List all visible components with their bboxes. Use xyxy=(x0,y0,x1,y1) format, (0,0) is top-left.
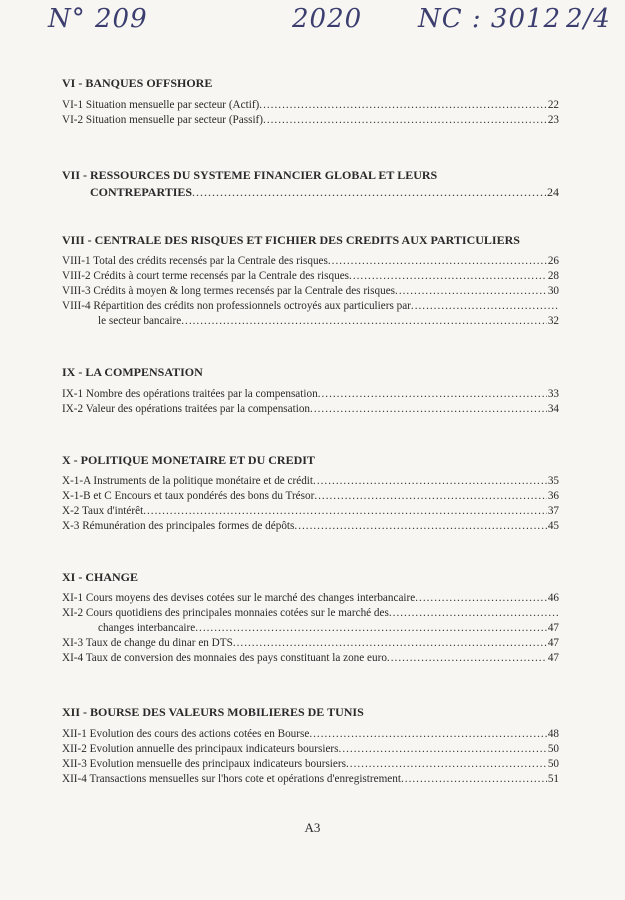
toc-entry xyxy=(62,606,559,621)
toc-entry xyxy=(62,284,559,299)
toc-entry-page: 37 xyxy=(547,505,559,517)
section-vi xyxy=(62,74,559,128)
toc-entry xyxy=(62,651,559,666)
handwritten-number: N° 209 xyxy=(48,4,148,34)
toc-entry-page: 48 xyxy=(547,728,559,740)
toc-entry xyxy=(62,727,559,742)
toc-entry-page: 36 xyxy=(547,490,559,502)
toc-entry xyxy=(62,504,559,519)
toc-entry-label: XII-4 Transactions mensuelles sur l'hors cote et opérations d'enregistrement xyxy=(62,773,401,785)
handwritten-fraction: 2/4 xyxy=(566,4,611,34)
toc-entry-label: XI-4 Taux de conversion des monnaies des pays constituant la zone euro xyxy=(62,652,387,664)
handwritten-nc: NC : 3012 xyxy=(418,4,562,34)
toc-entry xyxy=(62,591,559,606)
toc-entry-page: 46 xyxy=(547,592,559,604)
toc-entry-page: 24 xyxy=(547,185,559,199)
toc-entry-page: 47 xyxy=(547,622,559,634)
toc-entry xyxy=(62,519,559,534)
toc-entry-page: 30 xyxy=(547,285,559,297)
section-title: X - POLITIQUE MONETAIRE ET DU CREDIT xyxy=(62,453,315,467)
page-number: A3 xyxy=(304,820,321,835)
toc-entry-page: 35 xyxy=(547,475,559,487)
toc-entry xyxy=(62,742,559,757)
toc-entry xyxy=(62,113,559,128)
toc-entry-label: XI-3 Taux de change du dinar en DTS xyxy=(62,637,233,649)
handwritten-year: 2020 xyxy=(292,4,363,34)
toc-entry xyxy=(62,757,559,772)
toc-entry-page: 33 xyxy=(547,388,559,400)
toc-entry-label: XI-2 Cours quotidiens des principales monnaies cotées sur le marché des xyxy=(62,607,389,619)
toc-entry xyxy=(62,772,559,787)
toc-entry-label: XII-2 Evolution annuelle des principaux indicateurs boursiers xyxy=(62,743,339,755)
section-vii xyxy=(62,166,559,201)
section-title: XI - CHANGE xyxy=(62,570,139,584)
toc-entry xyxy=(62,254,559,269)
toc-entry-label: VIII-4 Répartition des crédits non professionnels octroyés aux particuliers par xyxy=(62,300,411,312)
toc-entry-label: IX-1 Nombre des opérations traitées par la compensation xyxy=(62,388,318,400)
section-viii xyxy=(62,231,559,329)
toc-entry-page: 51 xyxy=(547,773,559,785)
toc-entry-page: 28 xyxy=(547,270,559,282)
toc-entry-page: 50 xyxy=(547,743,559,755)
toc-entry-label: VI-1 Situation mensuelle par secteur (Actif) xyxy=(62,99,260,111)
section-title: VII - RESSOURCES DU SYSTEME FINANCIER GLOBAL ET LEURS xyxy=(62,168,438,182)
toc-entry-label: XI-1 Cours moyens des devises cotées sur le marché des changes interbancaire xyxy=(62,592,416,604)
toc-entry-page: 50 xyxy=(547,758,559,770)
toc-entry-label: changes interbancaire xyxy=(98,622,196,634)
toc-entry-label: X-2 Taux d'intérêt xyxy=(62,505,144,517)
toc-entry xyxy=(62,402,559,417)
toc-entry-label: le secteur bancaire xyxy=(98,315,182,327)
toc-entry xyxy=(62,636,559,651)
toc-entry-page: 47 xyxy=(547,637,559,649)
toc-entry xyxy=(62,98,559,113)
toc-entry-label: XII-3 Evolution mensuelle des principaux indicateurs boursiers xyxy=(62,758,346,770)
toc-entry-page: 23 xyxy=(547,114,559,126)
toc-entry xyxy=(62,474,559,489)
toc-entry xyxy=(62,269,559,284)
toc-entry-label: X-1-B et C Encours et taux pondérés des bons du Trésor xyxy=(62,490,315,502)
toc-entry-label: VIII-3 Crédits à moyen & long termes recensés par la Centrale des risques xyxy=(62,285,396,297)
toc-entry xyxy=(62,299,559,314)
section-xii xyxy=(62,703,559,787)
section-x xyxy=(62,451,559,534)
toc-entry-label: VIII-2 Crédits à court terme recensés par la Centrale des risques xyxy=(62,270,350,282)
toc-entry-label: X-1-A Instruments de la politique monétaire et de crédit xyxy=(62,475,314,487)
toc-entry-page: 26 xyxy=(547,255,559,267)
section-title-continuation: CONTREPARTIES xyxy=(90,185,193,199)
toc-entry-page: 34 xyxy=(547,403,559,415)
toc-entry-label: X-3 Rémunération des principales formes de dépôts xyxy=(62,520,295,532)
toc-entry-continuation xyxy=(62,314,559,329)
section-title: VI - BANQUES OFFSHORE xyxy=(62,76,213,90)
toc-entry xyxy=(62,387,559,402)
toc-entry-page: 45 xyxy=(547,520,559,532)
toc-entry xyxy=(62,184,559,201)
section-ix xyxy=(62,363,559,417)
toc-entry-label: VI-2 Situation mensuelle par secteur (Passif) xyxy=(62,114,264,126)
table-of-contents xyxy=(62,74,559,787)
toc-entry-page: 47 xyxy=(547,652,559,664)
toc-entry-label: IX-2 Valeur des opérations traitées par la compensation xyxy=(62,403,311,415)
toc-entry xyxy=(62,489,559,504)
section-title: IX - LA COMPENSATION xyxy=(62,365,203,379)
section-title: XII - BOURSE DES VALEURS MOBILIERES DE TUNIS xyxy=(62,705,364,719)
toc-entry-label: XII-1 Evolution des cours des actions cotées en Bourse xyxy=(62,728,310,740)
toc-entry-label: VIII-1 Total des crédits recensés par la Centrale des risques xyxy=(62,255,328,267)
toc-entry-page: 32 xyxy=(547,315,559,327)
toc-entry-page: 22 xyxy=(547,99,559,111)
toc-entry-continuation xyxy=(62,621,559,636)
section-title: VIII - CENTRALE DES RISQUES ET FICHIER DES CREDITS AUX PARTICULIERS xyxy=(62,233,520,247)
section-xi xyxy=(62,568,559,666)
